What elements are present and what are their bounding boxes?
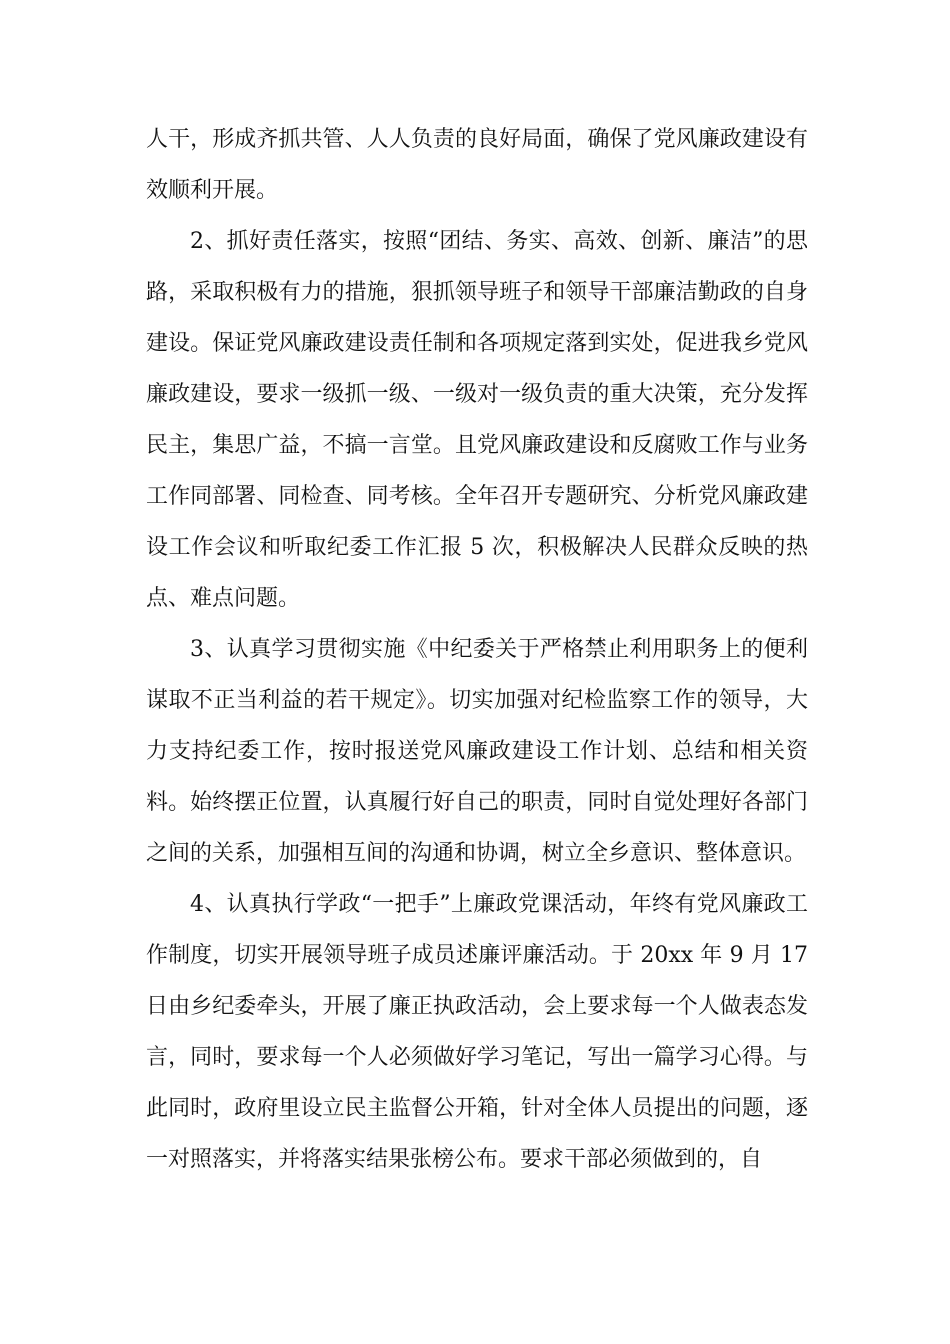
paragraph-1: 人干，形成齐抓共管、人人负责的良好局面，确保了党风廉政建设有效顺利开展。 bbox=[146, 127, 808, 203]
paragraph-3: 3、认真学习贯彻实施《中纪委关于严格禁止利用职务上的便利谋取不正当利益的若干规定》。切实加强对纪检监察工作的领导，大力支持纪委工作，按时报送党风廉政建设工作计划、总结和相关资料。始终摆正位置，认真履行好自己的职责，同时自觉处理好各部门之间的关系，加强相互间的沟通和协调，树立全乡意识、整体意识。 bbox=[146, 637, 808, 866]
paragraph-2: 2、抓好责任落实，按照“团结、务实、高效、创新、廉洁”的思路，采取积极有力的措施，狠抓领导班子和领导干部廉洁勤政的自身建设。保证党风廉政建设责任制和各项规定落到实处，促进我乡党风廉政建设，要求一级抓一级、一级对一级负责的重大决策，充分发挥民主，集思广益，不搞一言堂。且党风廉政建设和反腐败工作与业务工作同部署、同检查、同考核。全年召开专题研究、分析党风廉政建设工作会议和听取纪委工作汇报 5 次，积极解决人民群众反映的热点、难点问题。 bbox=[146, 229, 808, 611]
document-body bbox=[146, 114, 808, 1185]
paragraph-4: 4、认真执行学政“一把手”上廉政党课活动，年终有党风廉政工作制度，切实开展领导班子成员述廉评廉活动。于 20xx 年 9 月 17 日由乡纪委牵头，开展了廉正执政活动，会上要求每一个人做表态发言，同时，要求每一个人必须做好学习笔记，写出一篇学习心得。与此同时，政府里设立民主监督公开箱，针对全体人员提出的问题，逐一对照落实，并将落实结果张榜公布。要求干部必须做到的，自 bbox=[146, 892, 808, 1172]
